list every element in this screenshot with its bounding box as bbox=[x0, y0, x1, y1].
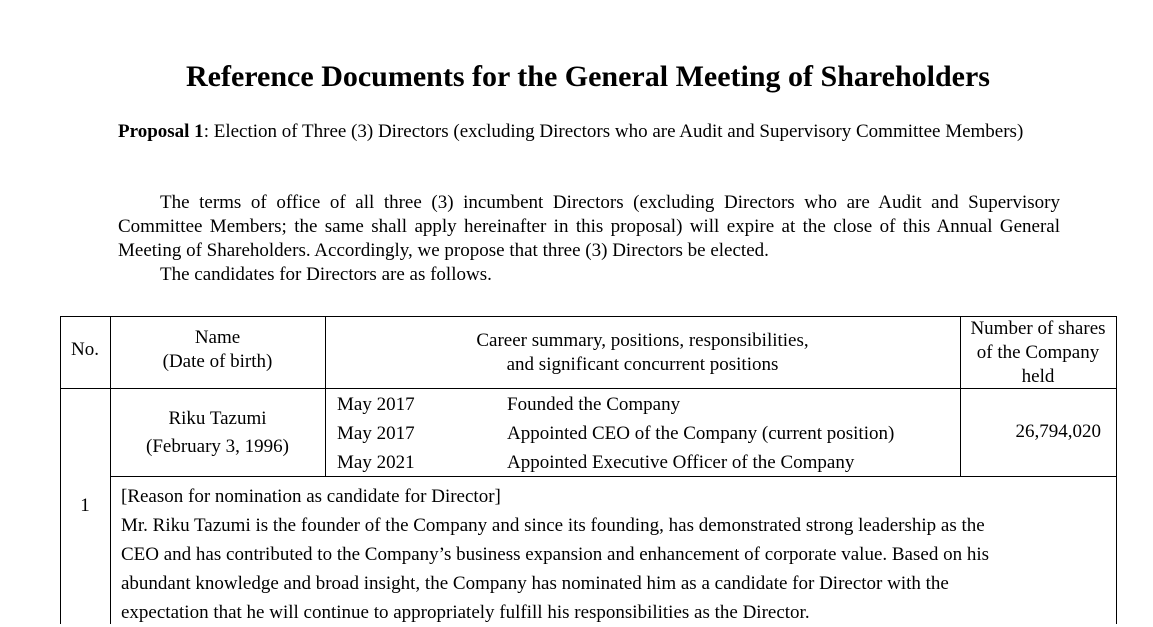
nomination-reason bbox=[121, 482, 1111, 627]
header-name-line2: (Date of birth) bbox=[162, 351, 273, 372]
candidates-intro: The candidates for Directors are as follows. bbox=[160, 264, 492, 285]
header-career-line2: and significant concurrent positions bbox=[506, 354, 779, 375]
reason-line: Mr. Riku Tazumi is the founder of the Company and since its founding, has demonstrated strong leadership as the bbox=[121, 515, 985, 536]
career-events bbox=[507, 390, 957, 477]
candidate-shares: 26,794,020 bbox=[1015, 421, 1101, 442]
career-date: May 2021 bbox=[337, 452, 415, 473]
career-event: Appointed CEO of the Company (current position) bbox=[507, 423, 895, 444]
career-dates bbox=[337, 390, 507, 477]
header-name-line1: Name bbox=[194, 327, 241, 348]
header-shares-line1: Number of shares bbox=[970, 318, 1106, 339]
header-name bbox=[110, 326, 325, 374]
reason-heading: [Reason for nomination as candidate for Director] bbox=[121, 486, 501, 507]
header-no: No. bbox=[71, 339, 99, 360]
candidate-name: Riku Tazumi bbox=[168, 408, 267, 429]
header-shares bbox=[958, 317, 1118, 389]
reason-line: abundant knowledge and broad insight, the Company has nominated him as a candidate for Director with the bbox=[121, 573, 949, 594]
header-shares-line2: of the Company bbox=[976, 342, 1100, 363]
proposal-text: : Election of Three (3) Directors (excluding Directors who are Audit and Supervisory Committee Members) bbox=[203, 121, 1024, 142]
career-date: May 2017 bbox=[337, 423, 415, 444]
candidate-no: 1 bbox=[80, 495, 90, 516]
career-date: May 2017 bbox=[337, 394, 415, 415]
career-event: Appointed Executive Officer of the Company bbox=[507, 452, 855, 473]
proposal-heading bbox=[118, 120, 1048, 144]
page-title: Reference Documents for the General Meeting of Shareholders bbox=[186, 60, 990, 93]
career-event: Founded the Company bbox=[507, 394, 681, 415]
proposal-label: Proposal 1 bbox=[118, 121, 204, 142]
reason-line: expectation that he will continue to appropriately fulfill his responsibilities as the Director. bbox=[121, 602, 810, 623]
candidate-name-cell bbox=[110, 405, 325, 461]
intro-paragraph: The terms of office of all three (3) incumbent Directors (excluding Directors who are Audit and Supervisory Committee Members; the same shall apply hereinafter in this proposal) will expire at the close of this Annual General Meeting of Shareholders. Accordingly, we propose that three (3) Directors be elected. bbox=[118, 192, 1060, 261]
reason-line: CEO and has contributed to the Company’s business expansion and enhancement of corporate value. Based on his bbox=[121, 544, 989, 565]
header-career bbox=[325, 329, 960, 377]
header-career-line1: Career summary, positions, responsibilities, bbox=[476, 330, 809, 351]
candidate-dob: (February 3, 1996) bbox=[146, 436, 289, 457]
header-shares-line3: held bbox=[1021, 366, 1055, 387]
